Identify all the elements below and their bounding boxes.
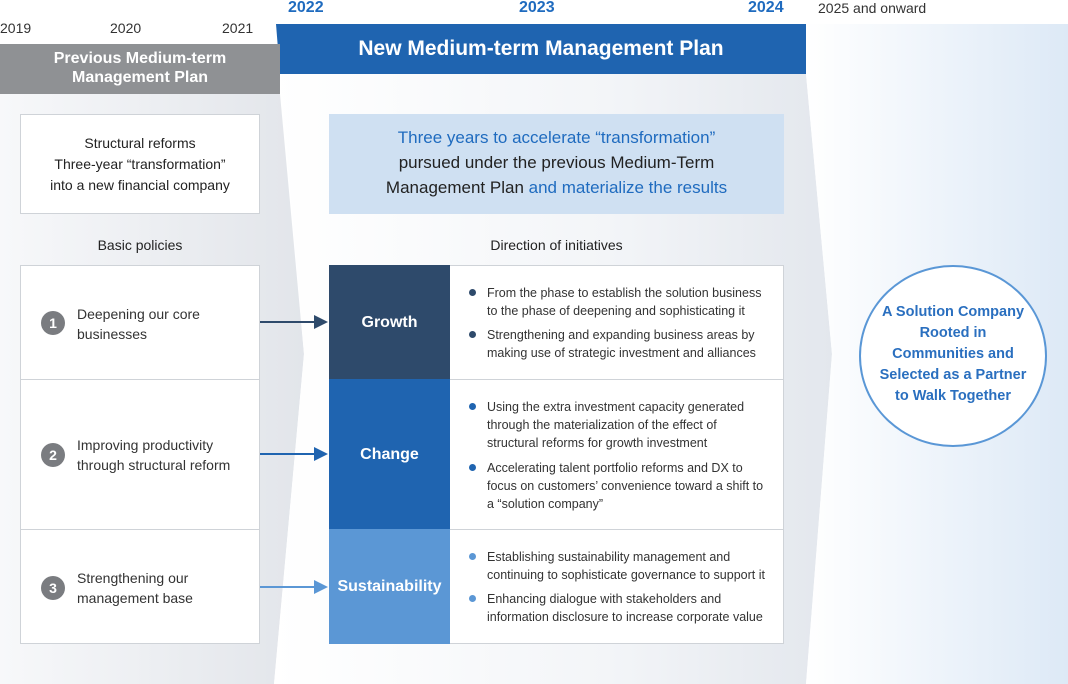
bullet-dot-icon — [469, 289, 476, 296]
sustainability-bullet-2-line2: information disclosure to increase corporate value — [487, 610, 763, 624]
bullet-dot-icon — [469, 403, 476, 410]
arrow-change — [258, 444, 330, 464]
change-bullet-2 — [487, 459, 787, 513]
accel-line3b: and materialize the results — [528, 178, 728, 197]
policy-2-line2: through structural reform — [77, 457, 231, 473]
accel-line3 — [329, 175, 784, 200]
policy-3 — [20, 529, 260, 644]
growth-bullet-2-line1: Strengthening and expanding business areas by — [487, 328, 755, 342]
sustainability-bullet-2-line1: Enhancing dialogue with stakeholders and — [487, 592, 722, 606]
policy-1-line2: businesses — [77, 326, 148, 342]
policy-3-line2: management base — [77, 590, 193, 606]
growth-bullet-2-line2: making use of strategic investment and alliances — [487, 346, 756, 360]
initiative-growth — [329, 265, 784, 380]
new-plan-title: New Medium-term Management Plan — [358, 37, 724, 60]
reform-line2: Three-year “transformation” — [54, 156, 226, 172]
reform-line3: into a new financial company — [50, 177, 230, 193]
policy-number-3: 3 — [41, 576, 65, 600]
previous-plan-title-line2: Management Plan — [71, 69, 209, 86]
initiative-sustainability — [329, 529, 784, 644]
change-bullet-2-line2: focus on customers’ convenience toward a shift to — [487, 479, 764, 493]
accel-line1: Three years to accelerate “transformation” — [397, 128, 716, 147]
policy-text-3 — [77, 568, 193, 608]
previous-plan-title — [0, 44, 280, 94]
arrow-growth — [258, 312, 330, 332]
goal-line3: Communities and — [892, 346, 1014, 362]
policy-number-2: 2 — [41, 443, 65, 467]
year-2022: 2022 — [288, 0, 324, 16]
change-bullet-1-line3: structural reforms for growth investment — [487, 436, 708, 450]
arrow-sustainability — [258, 577, 330, 597]
policy-text-2 — [77, 435, 230, 475]
change-bullet-2-line3: a “solution company” — [487, 497, 604, 511]
policy-1 — [20, 265, 260, 380]
year-2021: 2021 — [222, 20, 254, 36]
accel-line3a: Management Plan — [385, 178, 524, 197]
goal-circle — [859, 265, 1047, 447]
sustainability-bullet-1-line2: continuing to sophisticate governance to support it — [487, 568, 765, 582]
bullet-dot-icon — [469, 595, 476, 602]
structural-reforms-box — [20, 114, 260, 214]
initiative-head-sustainability: Sustainability — [329, 529, 450, 644]
basic-policies-label: Basic policies — [97, 237, 183, 253]
year-future: 2025 and onward — [818, 0, 927, 16]
sustainability-bullet-1-line1: Establishing sustainability management and — [487, 550, 731, 564]
previous-plan-title-line1: Previous Medium-term — [53, 50, 227, 67]
year-2023: 2023 — [519, 0, 555, 16]
direction-of-initiatives-label: Direction of initiatives — [490, 237, 623, 253]
bullet-dot-icon — [469, 464, 476, 471]
year-2019: 2019 — [0, 20, 32, 36]
goal-line1: A Solution Company — [881, 304, 1025, 320]
growth-bullet-1 — [487, 284, 777, 320]
bullet-dot-icon — [469, 553, 476, 560]
policy-2-line1: Improving productivity — [77, 437, 214, 453]
year-2020: 2020 — [110, 20, 142, 36]
goal-line2: Rooted in — [919, 325, 987, 341]
policy-text-1 — [77, 304, 200, 344]
change-bullet-1-line2: through the materialization of the effect of — [487, 418, 717, 432]
accel-line2: pursued under the previous Medium-Term — [398, 153, 715, 172]
change-bullet-2-line1: Accelerating talent portfolio reforms and DX to — [487, 461, 743, 475]
policy-3-line1: Strengthening our — [77, 570, 189, 586]
growth-bullet-1-line1: From the phase to establish the solution business — [487, 286, 762, 300]
accelerate-transformation-box — [329, 114, 784, 214]
change-bullet-1-line1: Using the extra investment capacity generated — [487, 400, 745, 414]
sustainability-bullet-1 — [487, 548, 787, 584]
change-bullet-1 — [487, 398, 777, 452]
policy-2 — [20, 379, 260, 530]
reform-line1: Structural reforms — [84, 135, 196, 151]
initiative-head-change: Change — [329, 379, 450, 530]
policy-number-1: 1 — [41, 311, 65, 335]
goal-line5: to Walk Together — [895, 388, 1011, 404]
growth-bullet-1-line2: to the phase of deepening and sophisticating it — [487, 304, 745, 318]
sustainability-bullet-2 — [487, 590, 787, 626]
growth-bullet-2 — [487, 326, 777, 362]
policy-1-line1: Deepening our core — [77, 306, 200, 322]
bullet-dot-icon — [469, 331, 476, 338]
year-2024: 2024 — [748, 0, 784, 16]
initiative-head-growth: Growth — [329, 265, 450, 380]
goal-line4: Selected as a Partner — [879, 367, 1027, 383]
initiative-change — [329, 379, 784, 530]
